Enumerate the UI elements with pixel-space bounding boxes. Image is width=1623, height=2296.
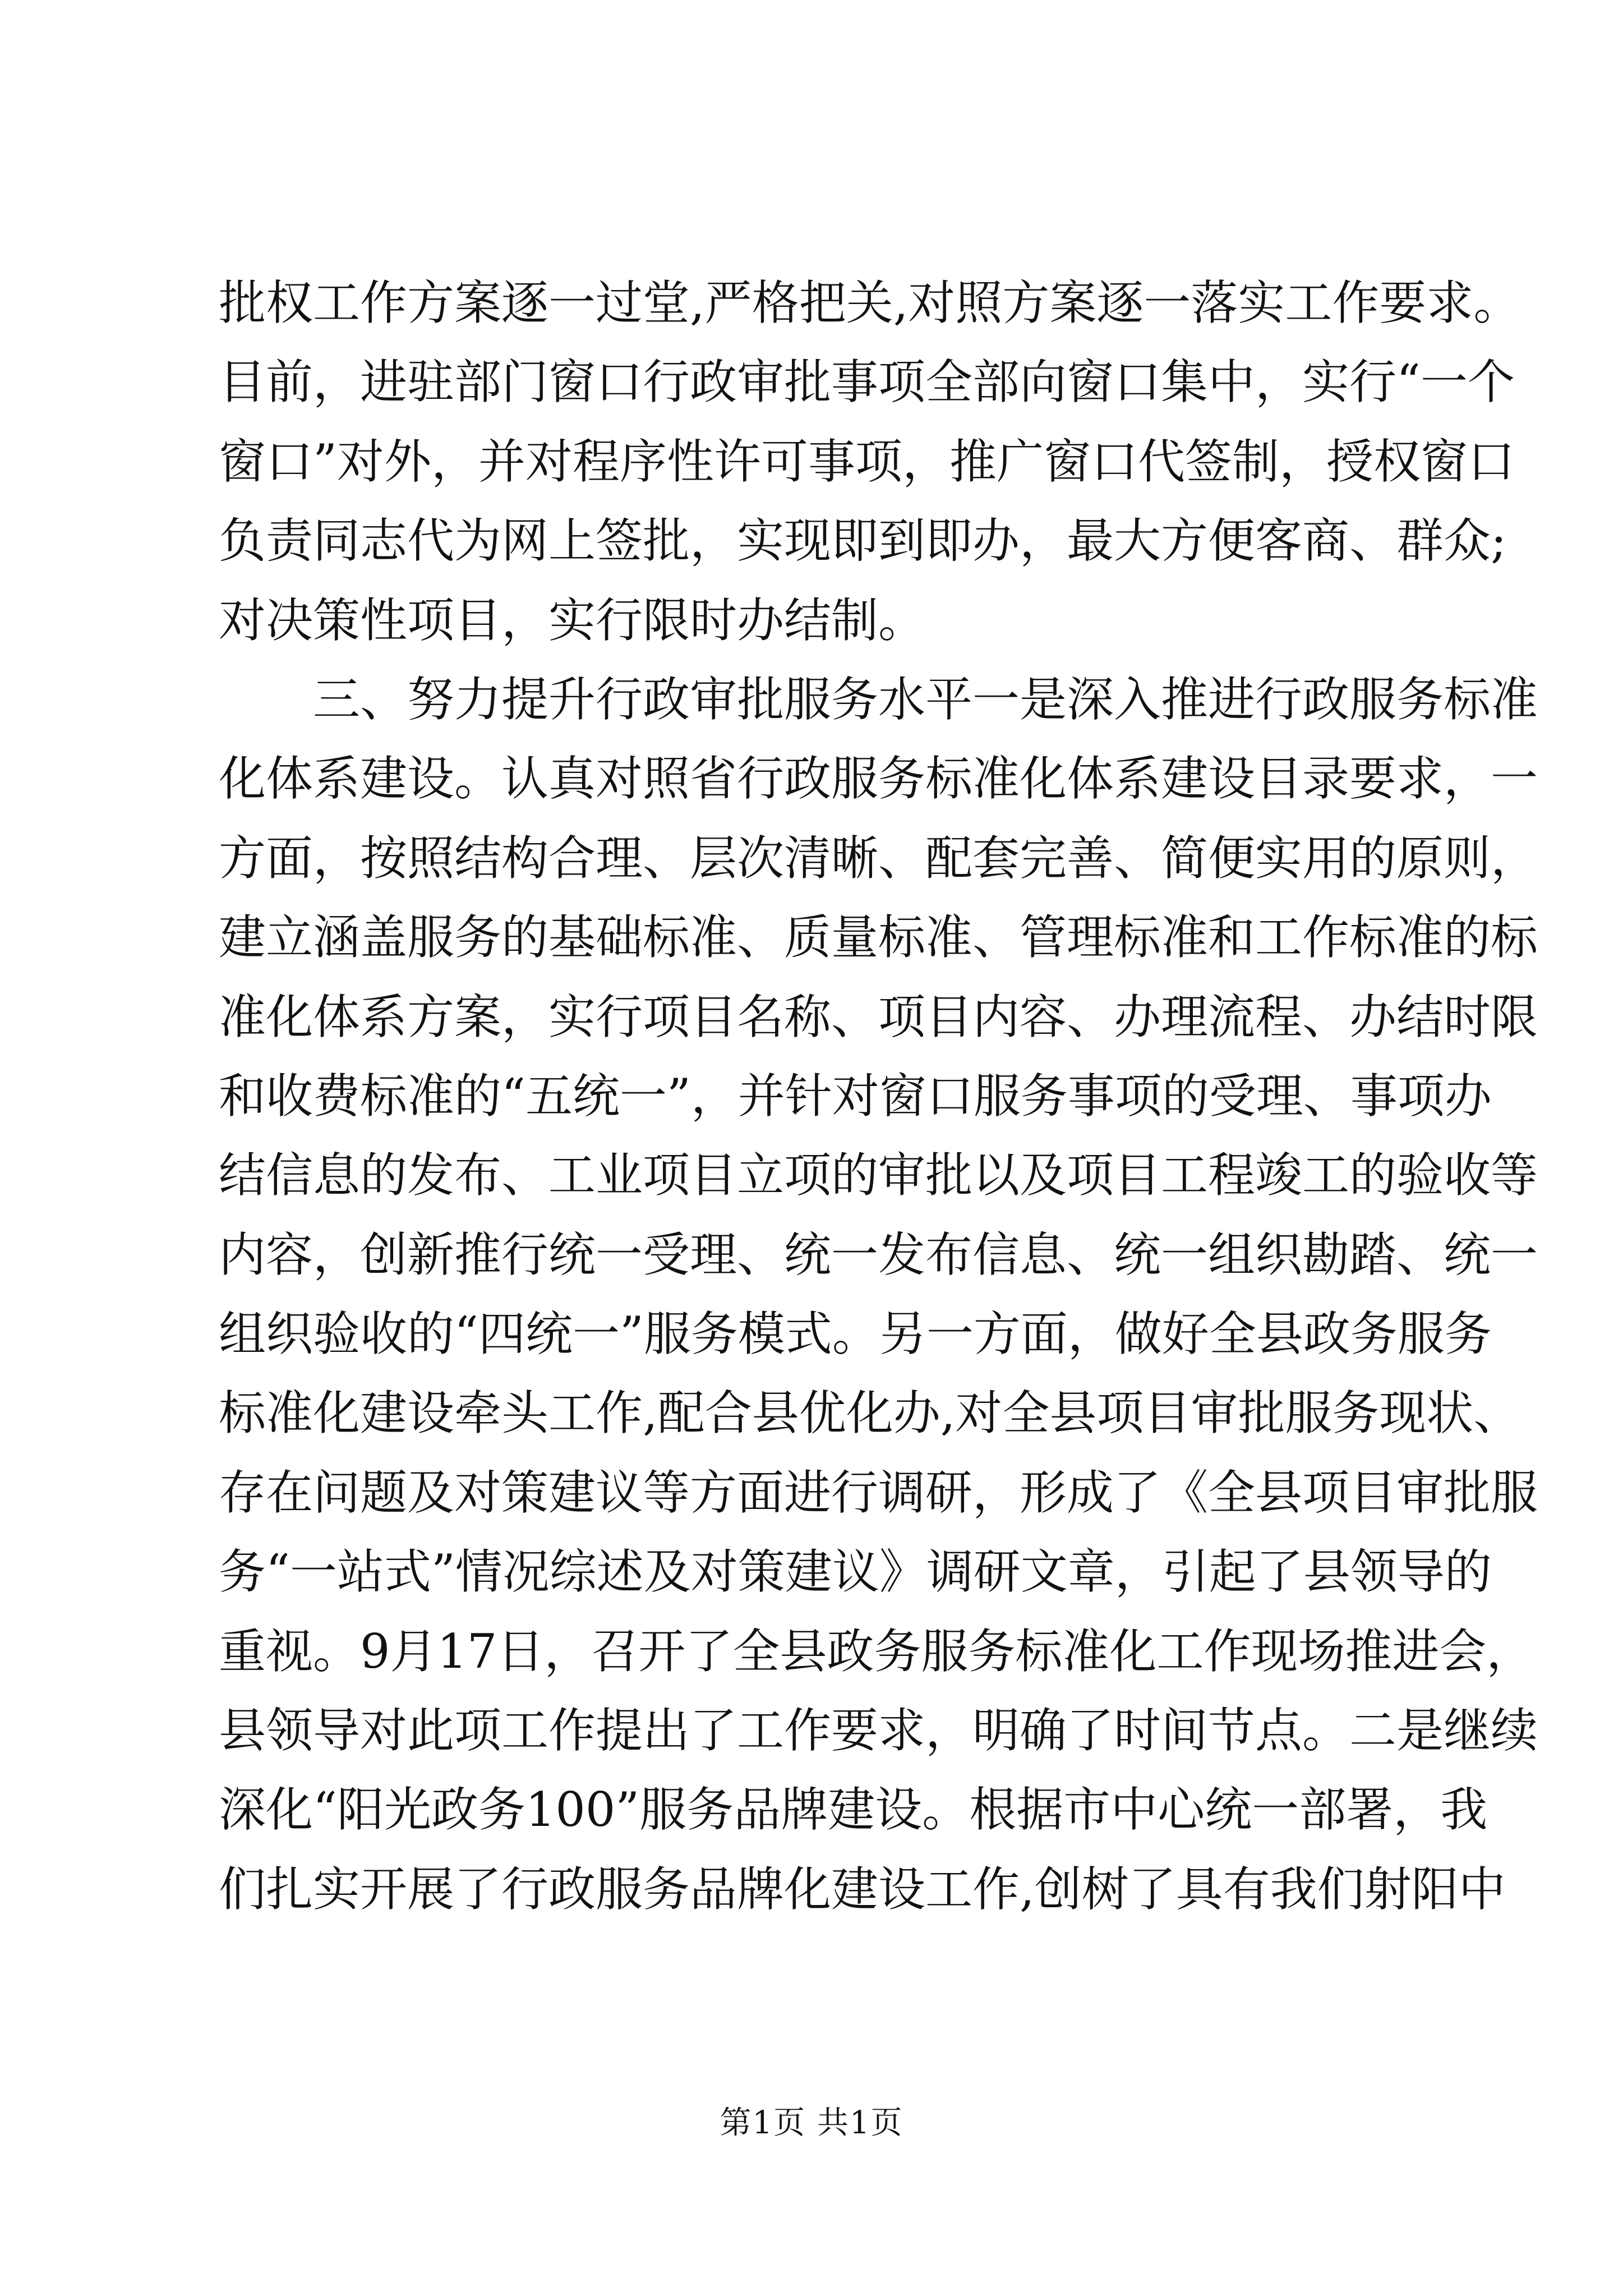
text-line-6: 三、努力提升行政审批服务水平一是深入推进行政服务标准 xyxy=(313,671,1538,727)
text-line-7: 化体系建设。认真对照省行政服务标准化体系建设目录要求，一 xyxy=(219,751,1538,807)
text-line-3: 窗口”对外，并对程序性许可事项，推广窗口代签制，授权窗口 xyxy=(219,434,1515,489)
text-line-15: 标准化建设牵头工作,配合县优化办,对全县项目审批服务现状、 xyxy=(219,1386,1521,1441)
text-line-5: 对决策性项目，实行限时办结制。 xyxy=(219,592,926,648)
text-line-18: 重视。9月17日，召开了全县政务服务标准化工作现场推进会， xyxy=(219,1623,1534,1679)
text-line-20: 深化“阳光政务100”服务品牌建设。根据市中心统一部署，我 xyxy=(219,1782,1488,1838)
text-line-4: 负责同志代为网上签批，实现即到即办，最大方便客商、群众; xyxy=(219,513,1507,569)
text-line-9: 建立涵盖服务的基础标准、质量标准、管理标准和工作标准的标 xyxy=(219,910,1538,965)
text-line-2: 目前，进驻部门窗口行政审批事项全部向窗口集中，实行“一个 xyxy=(219,355,1515,410)
text-line-12: 结信息的发布、工业项目立项的审批以及项目工程竣工的验收等 xyxy=(219,1148,1538,1203)
page-footer xyxy=(0,2101,1623,2146)
text-line-14: 组织验收的“四统一”服务模式。另一方面，做好全县政务服务 xyxy=(219,1306,1492,1362)
text-line-21: 们扎实开展了行政服务品牌化建设工作,创树了具有我们射阳中 xyxy=(219,1861,1506,1917)
text-line-1: 批权工作方案逐一过堂,严格把关,对照方案逐一落实工作要求。 xyxy=(219,275,1521,330)
text-line-10: 准化体系方案，实行项目名称、项目内容、办理流程、办结时限 xyxy=(219,989,1538,1045)
text-line-16: 存在问题及对策建议等方面进行调研，形成了《全县项目审批服 xyxy=(219,1465,1538,1520)
text-line-8: 方面，按照结构合理、层次清晰、配套完善、简便实用的原则， xyxy=(219,830,1538,886)
text-line-17: 务“一站式”情况综述及对策建议》调研文章，引起了县领导的 xyxy=(219,1544,1492,1600)
text-line-13: 内容，创新推行统一受理、统一发布信息、统一组织勘踏、统一 xyxy=(219,1227,1538,1282)
page-number-label: 第1页 共1页 xyxy=(720,2105,903,2141)
text-line-11: 和收费标准的“五统一”，并针对窗口服务事项的受理、事项办 xyxy=(219,1068,1492,1124)
text-line-19: 县领导对此项工作提出了工作要求，明确了时间节点。二是继续 xyxy=(219,1703,1538,1759)
document-body xyxy=(219,264,1538,1929)
